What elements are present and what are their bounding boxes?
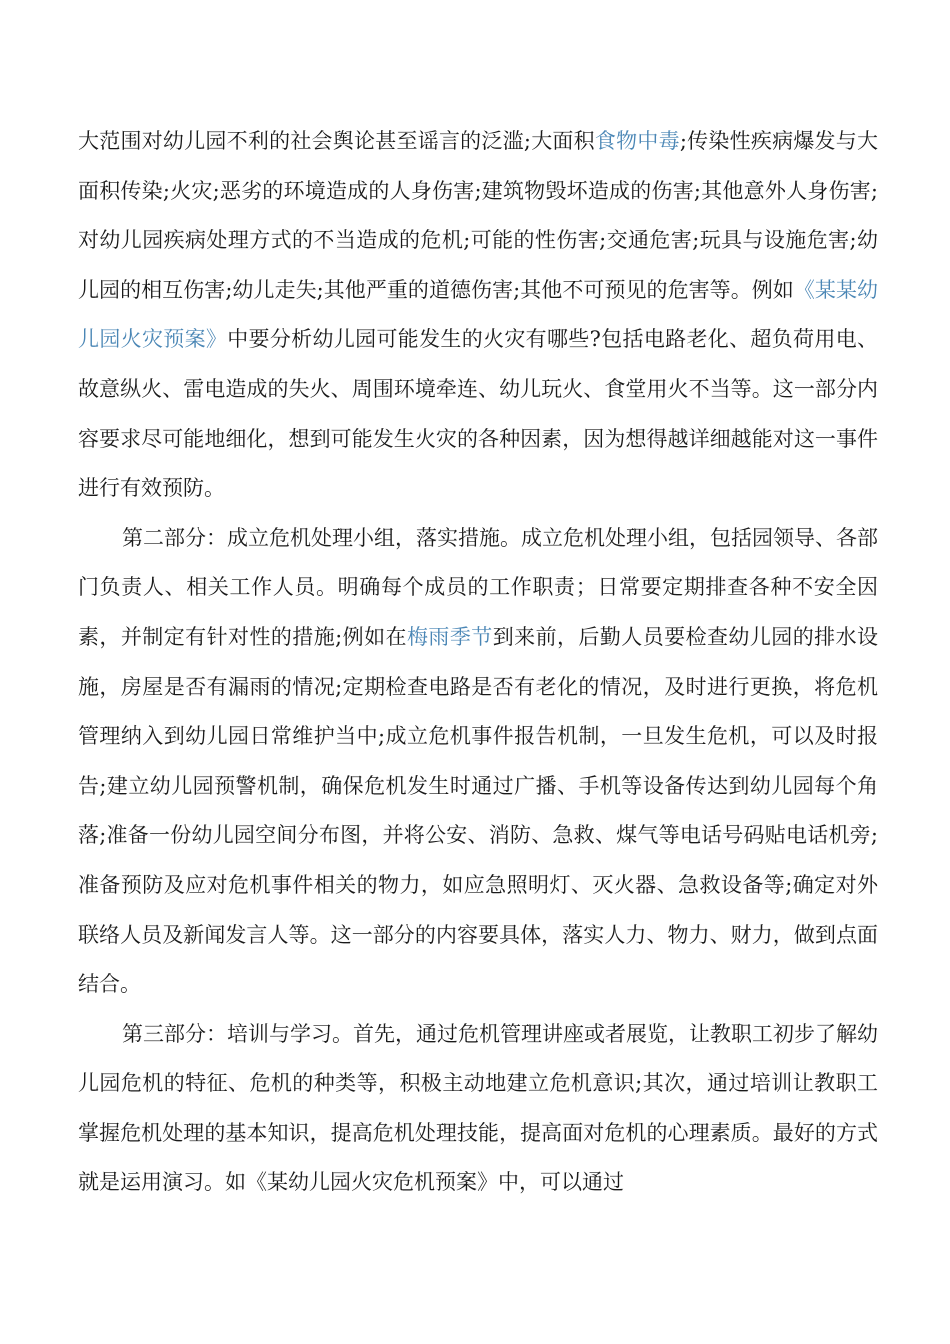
- inline-link[interactable]: 《某某幼儿园火灾预案》: [78, 277, 878, 352]
- paragraph-text: ;传染性疾病爆发与大面积传染;火灾;恶劣的环境造成的人身伤害;建筑物毁坏造成的伤害;其他意外人身伤害;对幼儿园疾病处理方式的不当造成的危机;可能的性伤害;交通危害;玩具与设施危害;幼儿园的相互伤害;幼儿走失;其他严重的道德伤害;其他不可预见的危害等。例如: [78, 129, 879, 302]
- inline-link[interactable]: 梅雨季节: [406, 624, 493, 649]
- paragraph-1: [78, 117, 878, 514]
- paragraph-text: 中要分析幼儿园可能发生的火灾有哪些?包括电路老化、超负荷用电、故意纵火、雷电造成的失火、周围环境牵连、幼儿玩火、食堂用火不当等。这一部分内容要求尽可能地细化，想到可能发生火灾的各种因素，因为想得越详细越能对这一事件进行有效预防。: [78, 327, 879, 501]
- paragraph-text: 第三部分：培训与学习。首先，通过危机管理讲座或者展览，让教职工初步了解幼儿园危机的特征、危机的种类等，积极主动地建立危机意识;其次，通过培训让教职工掌握危机处理的基本知识，提高危机处理技能，提高面对危机的心理素质。最好的方式就是运用演习。如《某幼儿园火灾危机预案》中，可以通过: [78, 1021, 878, 1195]
- paragraph-text: 第二部分：成立危机处理小组，落实措施。成立危机处理小组，包括园领导、各部门负责人、相关工作人员。明确每个成员的工作职责；日常要定期排查各种不安全因素，并制定有针对性的措施;例如在: [78, 525, 878, 649]
- document-page: [78, 117, 878, 1208]
- paragraph-text: 大范围对幼儿园不利的社会舆论甚至谣言的泛滥;大面积: [78, 129, 595, 153]
- paragraph-3: [78, 1010, 878, 1208]
- inline-link[interactable]: 食物中毒: [594, 129, 680, 153]
- paragraph-2: [78, 514, 878, 1010]
- paragraph-text: 到来前，后勤人员要检查幼儿园的排水设施，房屋是否有漏雨的情况;定期检查电路是否有老化的情况，及时进行更换，将危机管理纳入到幼儿园日常维护当中;成立危机事件报告机制，一旦发生危机，可以及时报告;建立幼儿园预警机制，确保危机发生时通过广播、手机等设备传达到幼儿园每个角落;准备一份幼儿园空间分布图，并将公安、消防、急救、煤气等电话号码贴电话机旁;准备预防及应对危机事件相关的物力，如应急照明灯、灭火器、急救设备等;确定对外联络人员及新闻发言人等。这一部分的内容要具体，落实人力、物力、财力，做到点面结合。: [78, 624, 879, 997]
